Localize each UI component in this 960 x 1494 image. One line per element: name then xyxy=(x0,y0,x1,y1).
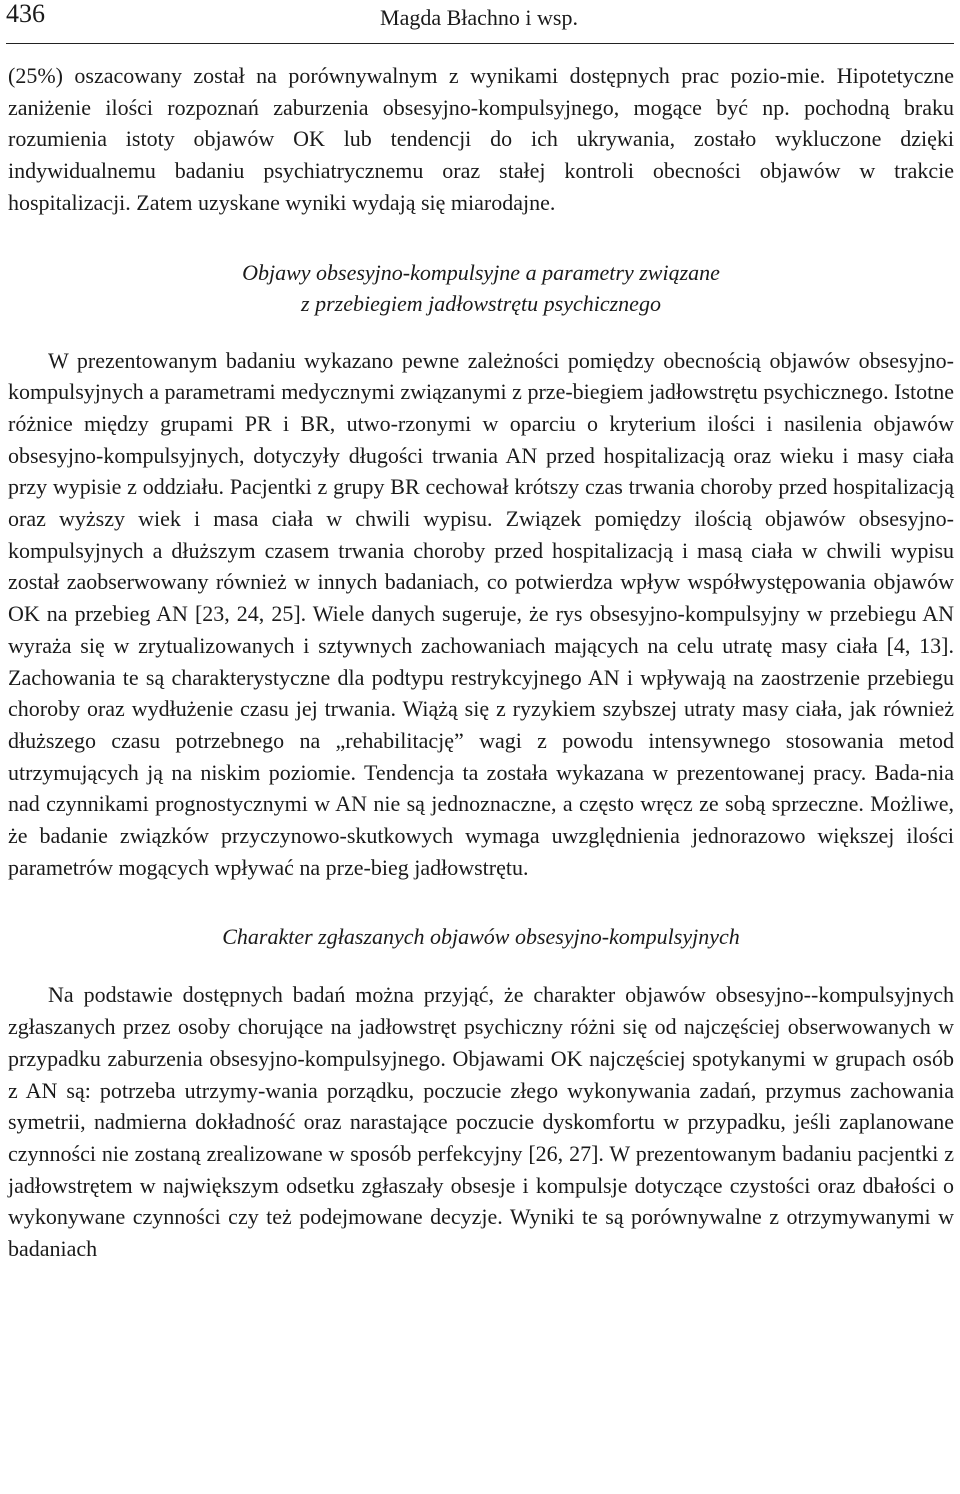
page-header xyxy=(6,0,952,40)
section-heading-line: z przebiegiem jadłowstrętu psychicznego xyxy=(301,290,661,316)
paragraph-continued: (25%) oszacowany został na porównywalnym z wynikami dostępnych prac pozio-mie. Hipotetyczne zaniżenie ilości rozpoznań zaburzenia obsesyjno-kompulsyjnego, mogące być np. pochodną braku rozumienia istoty objawów OK lub tendencji do ich ukrywania, zostało wykluczone dzięki indywidualnemu badaniu psychiatrycznemu oraz stałej kontroli obecności objawów w trakcie hospitalizacji. Zatem uzyskane wyniki wydają się miarodajne. xyxy=(8,63,954,215)
running-head: Magda Błachno i wsp. xyxy=(380,5,578,30)
article-body xyxy=(8,60,954,1265)
paragraph: Na podstawie dostępnych badań można przyjąć, że charakter objawów obsesyjno--kompulsyjnych zgłaszanych przez osoby chorujące na jadłowstręt psychiczny różni się od najczęściej obserwowanych w przypadku zaburzenia obsesyjno-kompulsyjnego. Objawami OK najczęściej spotykanymi w grupach osób z AN są: potrzeba utrzymy-wania porządku, poczucie złego wykonywania zadań, przymus zachowania symetrii, nadmierna dokładność oraz narastające poczucie dyskomfortu w przypadku, jeśli zaplanowane czynności nie zostaną zrealizowane w sposób perfekcyjny [26, 27]. W prezentowanym badaniu pacjentki z jadłowstrętem w największym odsetku zgłaszały obsesje i kompulsje dotyczące czystości oraz dbałości o wykonywane czynności czy też podejmowane decyzje. Wyniki te są porównywalne z otrzymywanymi w badaniach xyxy=(8,982,954,1262)
section-heading-oc-symptoms-parameters xyxy=(8,257,954,319)
section-heading-line: Objawy obsesyjno-kompulsyjne a parametry związane xyxy=(242,259,720,285)
header-rule xyxy=(6,43,954,44)
section-heading-symptom-character: Charakter zgłaszanych objawów obsesyjno-kompulsyjnych xyxy=(222,924,740,950)
paragraph: W prezentowanym badaniu wykazano pewne zależności pomiędzy obecnością objawów obsesyjno-kompulsyjnych a parametrami medycznymi związanymi z prze-biegiem jadłowstrętu psychicznego. Istotne różnice między grupami PR i BR, utwo-rzonymi w oparciu o kryterium ilości i nasilenia objawów obsesyjno-kompulsyjnych, dotyczyły długości trwania AN przed hospitalizacją oraz wieku i masy ciała przy wypisie z oddziału. Pacjentki z grupy BR cechował krótszy czas trwania choroby przed hospitalizacją oraz wyższy wiek i masa ciała w chwili wypisu. Związek pomiędzy ilością objawów obsesyjno-kompulsyjnych a dłuższym czasem trwania choroby przed hospitalizacją i masą ciała w chwili wypisu został zaobserwowany również w innych badaniach, co potwierdza wpływ współwystępowania objawów OK na przebieg AN [23, 24, 25]. Wiele danych sugeruje, że rys obsesyjno-kompulsyjny w przebiegu AN wyraża się w zrytualizowanych i sztywnych zachowaniach mających na celu utratę masy ciała [4, 13]. Zachowania te są charakterystyczne dla podtypu restrykcyjnego AN i wpływają na zaostrzenie przebiegu choroby oraz wydłużenie czasu jej trwania. Wiążą się z ryzykiem szybszej utraty masy ciała, jak również dłuższego czasu potrzebnego na „rehabilitację” wagi z powodu intensywnego stosowania metod utrzymujących ją na niskim poziomie. Tendencja ta została wykazana w prezentowanej pracy. Bada-nia nad czynnikami prognostycznymi w AN nie są jednoznaczne, a często wręcz ze sobą sprzeczne. Możliwe, że badanie związków przyczynowo-skutkowych wymaga uwzględnienia jednorazowo większej ilości parametrów mogących wpływać na prze-bieg jadłowstrętu. xyxy=(8,347,954,880)
page-number: 436 xyxy=(6,0,45,28)
